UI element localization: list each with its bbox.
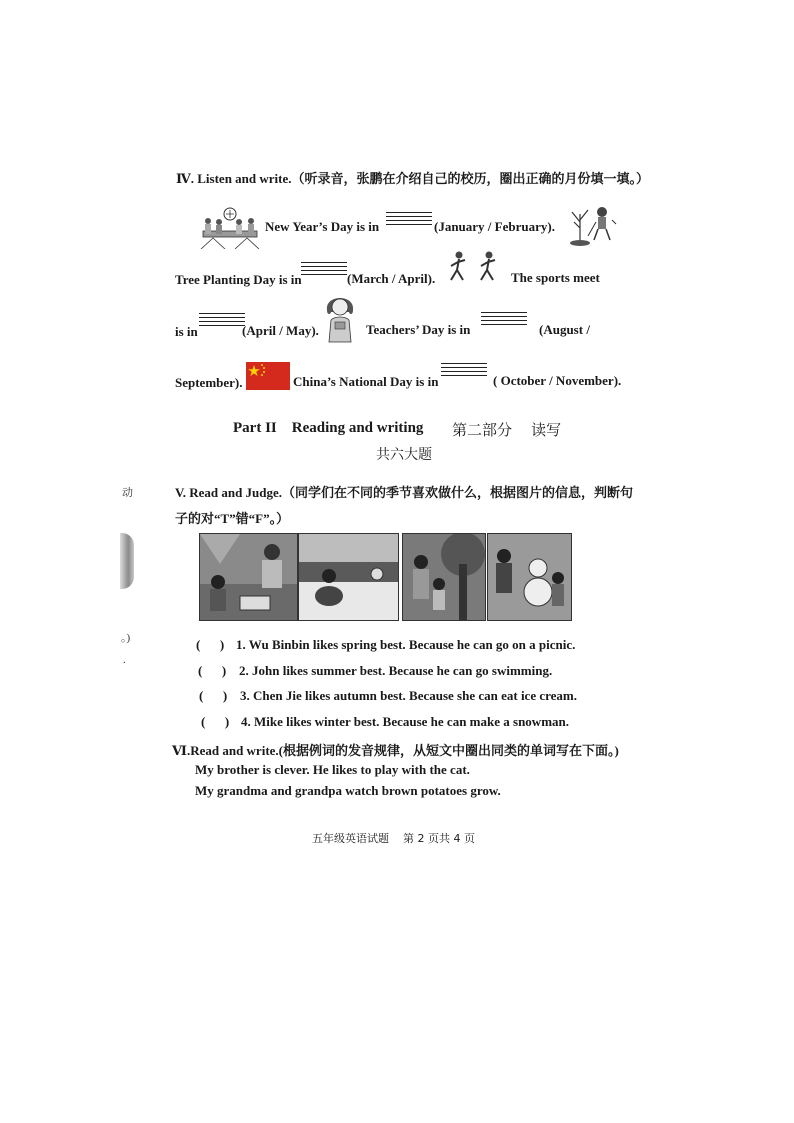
judge-item-1: 1. Wu Binbin likes spring best. Because he can go on a picnic. <box>236 637 576 652</box>
judge-item-3: 3. Chen Jie likes autumn best. Because she can eat ice cream. <box>240 688 578 703</box>
page-footer: 五年级英语试题 第 2 页共 4 页 <box>312 832 475 845</box>
teachers-day-label: Teachers’ Day is in <box>366 322 471 337</box>
section6-passage-line2: My grandma and grandpa watch brown potatoes grow. <box>195 783 501 798</box>
section6-passage-line1: My brother is clever. He likes to play with the cat. <box>195 762 470 777</box>
tree-planting-options: (March / April). <box>347 271 436 286</box>
spring-picnic-photo <box>199 533 298 621</box>
teacher-illustration <box>319 292 361 344</box>
new-years-day-options: (January / February). <box>434 219 555 234</box>
part2-subtitle: 共六大题 <box>376 447 432 463</box>
tree-planting-blank[interactable] <box>301 262 347 276</box>
part2-title: Part II Reading and writing <box>233 420 424 436</box>
tree-planting-label: Tree Planting Day is in <box>175 272 302 287</box>
margin-mark-dong: 动 <box>122 487 133 499</box>
teachers-day-blank[interactable] <box>481 312 527 326</box>
judge-paren-3[interactable]: ( ) <box>199 688 228 703</box>
sports-meet-label: The sports meet <box>511 270 600 285</box>
family-dinner-illustration <box>199 205 261 249</box>
margin-mark-dot: . <box>123 654 126 666</box>
section6-heading: Ⅵ.Read and write.(根据例词的发音规律，从短文中圈出同类的单词写在下面。) <box>172 743 619 758</box>
sports-meet-blank[interactable] <box>199 313 245 327</box>
margin-mark-paren: 。) <box>121 632 131 644</box>
part2-title-cn: 第二部分 读写 <box>452 421 562 439</box>
summer-swimming-photo <box>298 533 399 621</box>
tree-planting-illustration <box>566 202 618 248</box>
winter-snowman-photo <box>487 533 572 621</box>
sports-meet-options: (April / May). <box>242 323 319 338</box>
new-years-day-blank[interactable] <box>386 212 432 226</box>
autumn-leaves-photo <box>402 533 486 621</box>
page-edge-shadow <box>120 533 134 589</box>
section5-heading: V. Read and Judge.（同学们在不同的季节喜欢做什么，根据图片的信息，判断句 <box>175 485 634 500</box>
new-years-day-label: New Year’s Day is in <box>265 219 380 234</box>
national-day-label: China’s National Day is in <box>293 374 439 389</box>
national-day-options: ( October / November). <box>493 373 622 388</box>
china-flag-icon <box>246 362 290 390</box>
judge-paren-1[interactable]: ( ) <box>196 637 225 652</box>
judge-item-4: 4. Mike likes winter best. Because he can make a snowman. <box>241 714 570 729</box>
judge-paren-4[interactable]: ( ) <box>201 714 230 729</box>
teachers-day-options-cont: September). <box>175 375 243 390</box>
judge-paren-2[interactable]: ( ) <box>198 663 227 678</box>
teachers-day-options: (August / <box>539 322 590 337</box>
section5-heading-cont: 子的对“T”错“F”。） <box>175 511 290 526</box>
running-kids-illustration <box>443 250 505 284</box>
judge-item-2: 2. John likes summer best. Because he can go swimming. <box>239 663 553 678</box>
section4-heading: Ⅳ. Listen and write.（听录音，张鹏在介绍自己的校历，圈出正确的月份填一填。） <box>176 171 650 186</box>
national-day-blank[interactable] <box>441 363 487 377</box>
sports-meet-is-in: is in <box>175 324 198 339</box>
